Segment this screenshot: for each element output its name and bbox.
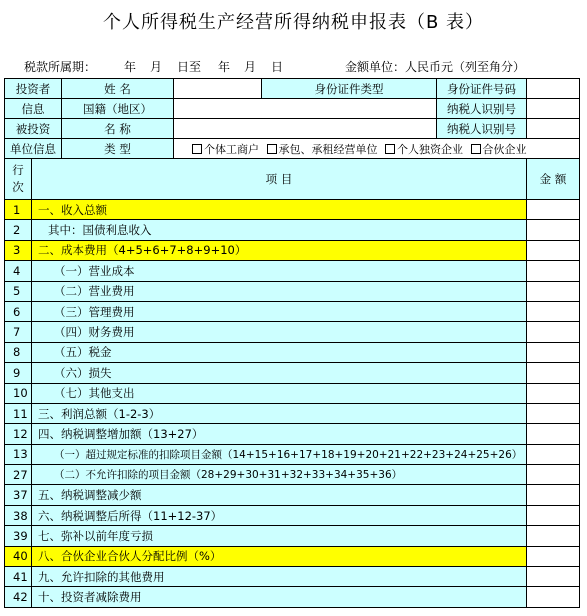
checkbox-individual-business[interactable] [192, 144, 202, 154]
line-number: 38 [5, 505, 32, 525]
unit-name-label: 名 称 [62, 119, 174, 139]
item-row [5, 485, 580, 505]
nationality-label: 国籍（地区） [62, 99, 174, 119]
item-label: （一）超过规定标准的扣除项目金额（14+15+16+17+18+19+20+21+22+23+24+25+26） [32, 444, 527, 464]
taxpayer-id-label: 纳税人识别号 [437, 99, 527, 119]
item-row [5, 240, 580, 260]
item-row [5, 403, 580, 423]
item-label: （七）其他支出 [32, 383, 527, 403]
item-row [5, 261, 580, 281]
id-number-field[interactable] [527, 79, 580, 99]
period-label: 税款所属期： [24, 60, 97, 74]
line-number: 7 [5, 322, 32, 342]
item-row [5, 424, 580, 444]
currency-unit-label: 金额单位：人民币元（列至角分） [345, 60, 526, 74]
unit-taxpayer-id-field[interactable] [527, 119, 580, 139]
amount-field[interactable] [527, 465, 580, 485]
line-number: 2 [5, 220, 32, 240]
item-row [5, 526, 580, 546]
item-label: （六）损失 [32, 363, 527, 383]
amount-field[interactable] [527, 240, 580, 260]
item-row [5, 301, 580, 321]
item-label: 四、纳税调整增加额（13+27） [32, 424, 527, 444]
amount-field[interactable] [527, 200, 580, 220]
investor-section-label-1: 投资者 [5, 79, 62, 99]
item-row [5, 363, 580, 383]
item-label: （五）税金 [32, 342, 527, 362]
amount-field[interactable] [527, 220, 580, 240]
item-row [5, 200, 580, 220]
line-number: 37 [5, 485, 32, 505]
line-number: 27 [5, 465, 32, 485]
line-number: 8 [5, 342, 32, 362]
item-label: 十、投资者减除费用 [32, 587, 527, 607]
line-number: 39 [5, 526, 32, 546]
line-number: 11 [5, 403, 32, 423]
id-number-label: 身份证件号码 [437, 79, 527, 99]
item-row [5, 505, 580, 525]
id-type-label: 身份证件类型 [262, 79, 437, 99]
amount-header: 金 额 [527, 159, 580, 200]
item-rows [5, 200, 580, 608]
invested-unit-section-label-1: 被投资 [5, 119, 62, 139]
item-row [5, 342, 580, 362]
amount-field[interactable] [527, 261, 580, 281]
amount-field[interactable] [527, 505, 580, 525]
item-label: 七、弥补以前年度亏损 [32, 526, 527, 546]
item-label: 九、允许扣除的其他费用 [32, 567, 527, 587]
period-year-start: 年 [124, 60, 137, 74]
item-label: （四）财务费用 [32, 322, 527, 342]
form-title: 个人所得税生产经营所得纳税申报表（B 表） [102, 12, 485, 33]
amount-field[interactable] [527, 567, 580, 587]
unit-type-label: 类 型 [62, 139, 174, 159]
line-no-header [5, 159, 32, 200]
line-number: 5 [5, 281, 32, 301]
amount-field[interactable] [527, 403, 580, 423]
amount-field[interactable] [527, 281, 580, 301]
item-row [5, 587, 580, 607]
option-individual-business: 个体工商户 [204, 142, 259, 156]
unit-taxpayer-id-label: 纳税人识别号 [437, 119, 527, 139]
checkbox-contract-lease[interactable] [267, 144, 277, 154]
line-number: 10 [5, 383, 32, 403]
period-day-to: 日至 [177, 60, 202, 74]
option-partnership: 合伙企业 [482, 142, 527, 156]
line-no-header-line2: 次 [12, 180, 24, 194]
line-number: 42 [5, 587, 32, 607]
amount-field[interactable] [527, 546, 580, 566]
amount-field[interactable] [527, 526, 580, 546]
checkbox-sole-proprietorship[interactable] [385, 144, 395, 154]
item-label: 一、收入总额 [32, 200, 527, 220]
name-label: 姓 名 [62, 79, 174, 99]
line-number: 9 [5, 363, 32, 383]
amount-field[interactable] [527, 301, 580, 321]
item-label: （二）不允许扣除的项目金额（28+29+30+31+32+33+34+35+36） [32, 465, 527, 485]
checkbox-partnership[interactable] [471, 144, 481, 154]
amount-field[interactable] [527, 342, 580, 362]
period-month-end: 月 [244, 60, 257, 74]
period-year-end: 年 [218, 60, 231, 74]
amount-field[interactable] [527, 587, 580, 607]
option-contract-lease: 承包、承租经营单位 [278, 142, 378, 156]
item-label: （一）营业成本 [32, 261, 527, 281]
item-label: 八、合伙企业合伙人分配比例（%） [32, 546, 527, 566]
amount-field[interactable] [527, 363, 580, 383]
line-number: 41 [5, 567, 32, 587]
tax-return-table [4, 78, 580, 608]
unit-type-options [174, 139, 580, 159]
item-label: 其中：国债利息收入 [32, 220, 527, 240]
item-row [5, 465, 580, 485]
line-number: 12 [5, 424, 32, 444]
unit-name-field[interactable] [174, 119, 437, 139]
line-number: 1 [5, 200, 32, 220]
item-row [5, 567, 580, 587]
nationality-field[interactable] [174, 99, 437, 119]
item-label: 三、利润总额（1-2-3） [32, 403, 527, 423]
option-sole-proprietorship: 个人独资企业 [397, 142, 463, 156]
amount-field[interactable] [527, 444, 580, 464]
amount-field[interactable] [527, 485, 580, 505]
line-number: 4 [5, 261, 32, 281]
line-number: 3 [5, 240, 32, 260]
item-row [5, 281, 580, 301]
item-label: 五、纳税调整减少额 [32, 485, 527, 505]
amount-field[interactable] [527, 424, 580, 444]
taxpayer-id-field[interactable] [527, 99, 580, 119]
item-label: 二、成本费用（4+5+6+7+8+9+10） [32, 240, 527, 260]
amount-field[interactable] [527, 383, 580, 403]
item-label: 六、纳税调整后所得（11+12-37） [32, 505, 527, 525]
amount-field[interactable] [527, 322, 580, 342]
period-day-end: 日 [271, 60, 284, 74]
item-label: （二）营业费用 [32, 281, 527, 301]
name-field[interactable] [174, 79, 262, 99]
item-header: 项 目 [32, 159, 527, 200]
item-row [5, 220, 580, 240]
line-number: 13 [5, 444, 32, 464]
line-number: 6 [5, 301, 32, 321]
line-no-header-line1: 行 [12, 163, 24, 177]
period-month-start: 月 [150, 60, 163, 74]
item-row [5, 322, 580, 342]
item-row [5, 444, 580, 464]
invested-unit-section-label-2: 单位信息 [5, 139, 62, 159]
item-label: （三）管理费用 [32, 301, 527, 321]
item-row [5, 383, 580, 403]
investor-section-label-2: 信息 [5, 99, 62, 119]
item-row [5, 546, 580, 566]
line-number: 40 [5, 546, 32, 566]
